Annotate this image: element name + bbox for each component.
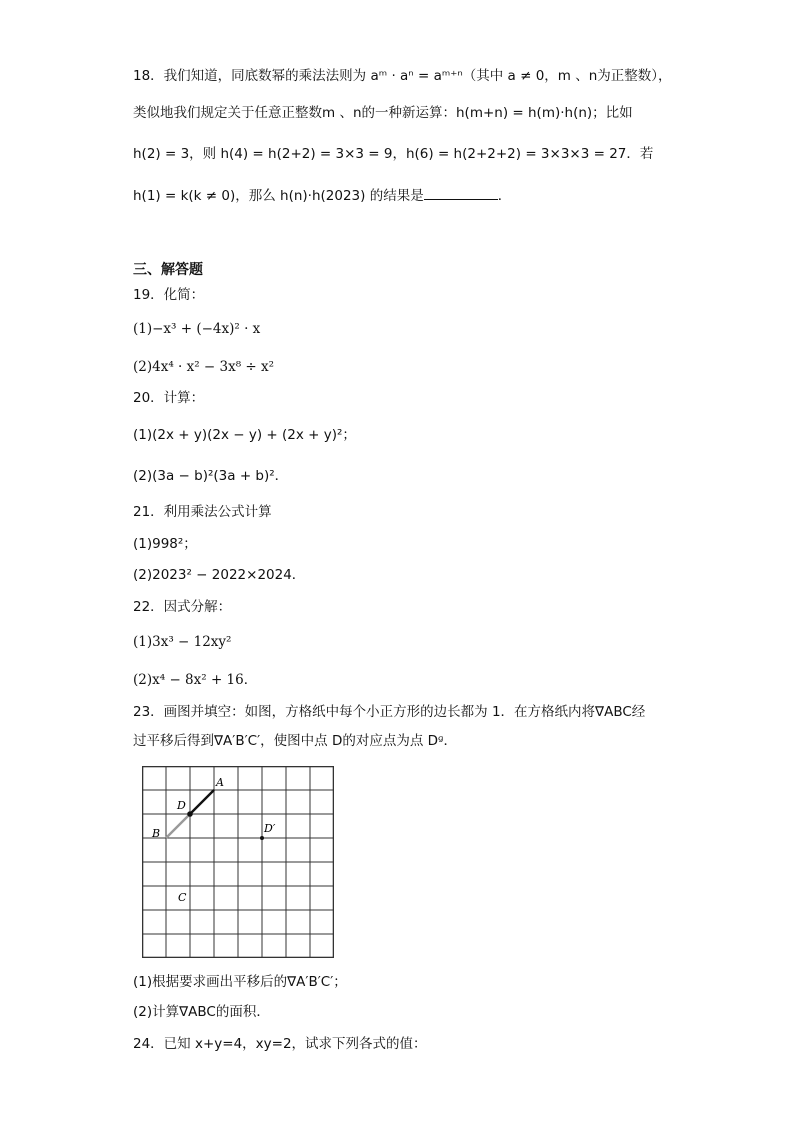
label-d: D (177, 799, 186, 812)
q22-part1: (1)3x³ − 12xy² (133, 634, 232, 650)
q20-part1: (1)(2x + y)(2x − y) + (2x + y)²； (133, 427, 356, 443)
q20-title: 20．计算： (133, 390, 205, 406)
q21-title: 21．利用乘法公式计算 (133, 504, 272, 520)
q18-line4 (133, 187, 511, 205)
q22-title: 22．因式分解： (133, 599, 232, 615)
section-heading: 三、解答题 (133, 262, 203, 278)
q23-part2: (2)计算∇ABC的面积． (133, 1004, 270, 1020)
q19-part1: (1)−x³ + (−4x)² · x (133, 321, 261, 337)
label-a: A (216, 776, 224, 789)
q18-line2: 类似地我们规定关于任意正整数m 、n的一种新运算：h(m+n) = h(m)·h(n)；比如 (133, 105, 633, 121)
answer-blank[interactable] (424, 187, 498, 200)
q18-line4-text: h(1) = k(k ≠ 0)，那么 h(n)·h(2023) 的结果是 (133, 188, 424, 204)
point-d (187, 811, 193, 817)
q18-line4-end: ． (497, 188, 512, 204)
q22-part2: (2)x⁴ − 8x² + 16． (133, 672, 258, 688)
q18-line1: 18．我们知道，同底数幂的乘法法则为 aᵐ · aⁿ = aᵐ⁺ⁿ（其中 a ≠ 0，m 、n为正整数）， (133, 68, 672, 84)
label-b: B (152, 827, 161, 840)
q18-line3: h(2) = 3，则 h(4) = h(2+2) = 3×3 = 9，h(6) = h(2+2+2) = 3×3×3 = 27．若 (133, 146, 654, 162)
point-d-prime (260, 836, 264, 840)
segment-ad (190, 790, 214, 814)
grid-lines (142, 766, 334, 958)
q24-line1: 24．已知 x+y=4，xy=2，试求下列各式的值： (133, 1036, 427, 1052)
label-d-prime: D′ (264, 822, 276, 835)
q21-part1: (1)998²； (133, 536, 197, 552)
q19-title: 19．化简： (133, 287, 205, 303)
q23-part1: (1)根据要求画出平移后的∇A′B′C′； (133, 974, 347, 990)
q23-line2: 过平移后得到∇A′B′C′，使图中点 D的对应点为点 Dᶢ． (133, 733, 457, 749)
q21-part2: (2)2023² − 2022×2024． (133, 567, 306, 583)
q23-line1: 23．画图并填空：如图，方格纸中每个小正方形的边长都为 1．在方格纸内将∇ABC经 (133, 704, 646, 720)
label-c: C (178, 891, 187, 904)
grid-figure (142, 766, 334, 958)
q19-part2: (2)4x⁴ · x² − 3x⁸ ÷ x² (133, 359, 275, 375)
q20-part2: (2)(3a − b)²(3a + b)²． (133, 468, 289, 484)
segment-db (166, 814, 190, 838)
